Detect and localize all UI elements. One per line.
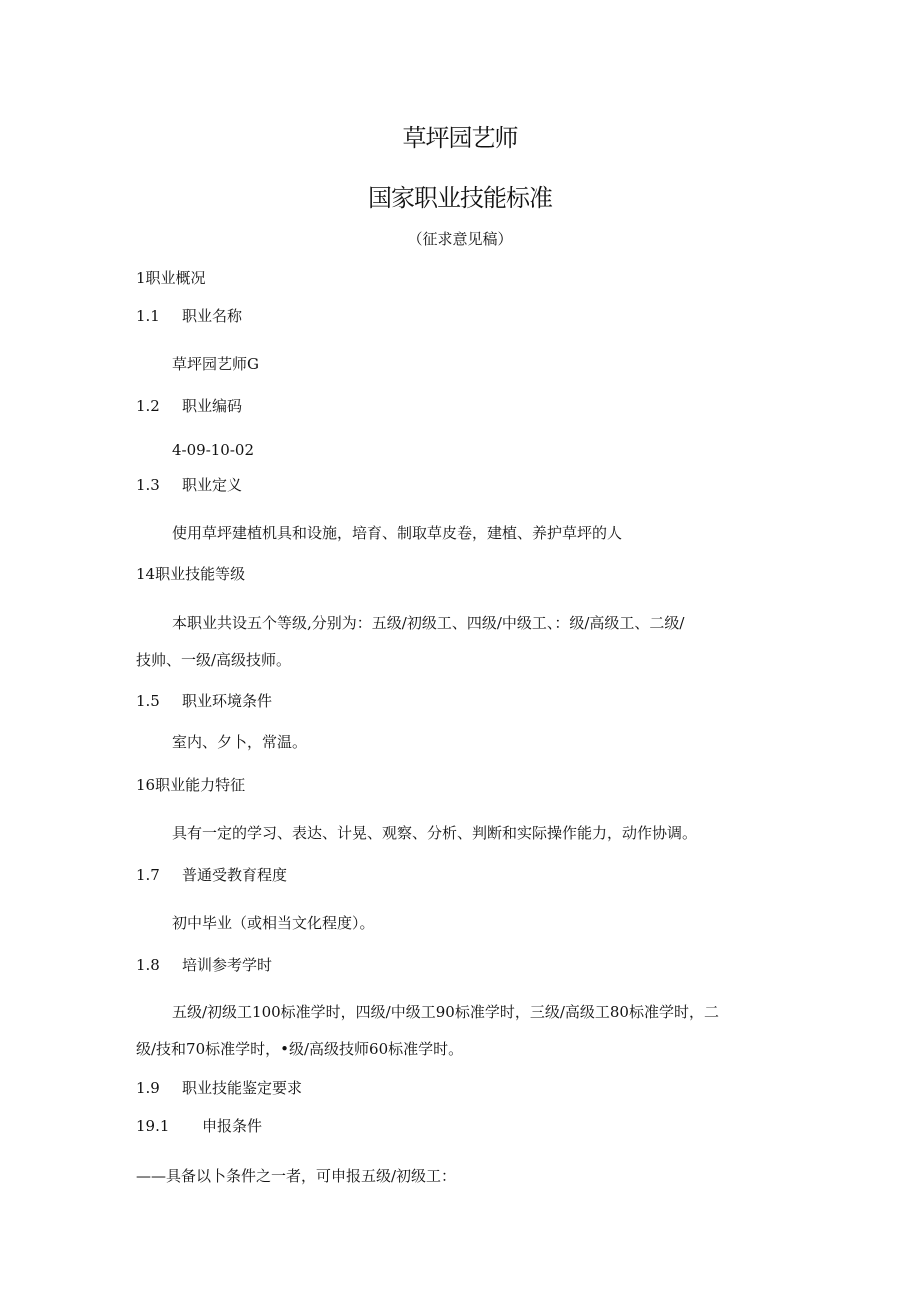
section-1-5-content: 室内、夕卜，常温。 xyxy=(172,733,308,751)
section-number: 1.7 xyxy=(136,866,160,884)
section-label: 职业定义 xyxy=(182,476,243,494)
section-number: 1.8 xyxy=(136,956,160,974)
section-1-9-1-content: ——具备以卜条件之一者，可申报五级/初级工： xyxy=(136,1167,457,1185)
section-1-3-content: 使用草坪建植机具和设施，培育、制取草皮卷，建植、养护草坪的人 xyxy=(172,524,623,542)
section-1-5-heading xyxy=(136,691,272,711)
section-1-3-heading xyxy=(136,475,242,495)
section-1-4-content-line1: 本职业共设五个等级,分别为：五级/初级工、四级/中级工、：级/高级工、二级/ xyxy=(172,614,685,632)
section-1-8-content-line1: 五级/初级工100标准学时，四级/中级工90标准学时，三级/高级工80标准学时，二 xyxy=(172,1003,719,1021)
section-1-6-content: 具有一定的学习、表达、计晃、观察、分析、判断和实际操作能力，动作协调。 xyxy=(172,824,698,842)
section-1-9-1-heading xyxy=(136,1116,262,1136)
section-1-heading: 1职业概况 xyxy=(136,269,206,287)
document-subtitle-standard: 国家职业技能标准 xyxy=(368,184,552,212)
section-label: 职业环境条件 xyxy=(182,692,273,710)
section-1-8-heading xyxy=(136,955,272,975)
section-label: 职业名称 xyxy=(182,307,243,325)
section-number: 1.3 xyxy=(136,476,160,494)
section-label: 普通受教育程度 xyxy=(182,866,288,884)
section-label: 培训参考学时 xyxy=(182,956,273,974)
section-number: 1.9 xyxy=(136,1079,160,1097)
document-title: 草坪园艺师 xyxy=(402,124,518,152)
section-1-2-heading xyxy=(136,396,242,416)
section-label: 职业编码 xyxy=(182,397,243,415)
section-label: 申报条件 xyxy=(202,1117,263,1135)
section-number: 1.5 xyxy=(136,692,160,710)
section-1-1-content: 草坪园艺师G xyxy=(172,355,259,373)
section-1-4-heading: 14职业技能等级 xyxy=(136,565,246,583)
section-label: 职业技能鉴定要求 xyxy=(182,1079,303,1097)
section-1-6-heading: 16职业能力特征 xyxy=(136,776,246,794)
section-number: 1.2 xyxy=(136,397,160,415)
section-number: 19.1 xyxy=(136,1117,170,1135)
section-1-7-heading xyxy=(136,865,287,885)
draft-note: （征求意见稿） xyxy=(407,230,513,248)
section-1-4-content-line2: 技帅、一级/高级技师。 xyxy=(136,651,292,669)
section-1-1-heading xyxy=(136,306,242,326)
section-1-9-heading xyxy=(136,1078,302,1098)
section-1-7-content: 初中毕业（或相当文化程度）。 xyxy=(172,914,375,932)
section-1-8-content-line2: 级/技和70标准学时，•级/高级技师60标准学时。 xyxy=(136,1040,464,1058)
section-1-2-content: 4-09-10-02 xyxy=(172,441,255,459)
section-number: 1.1 xyxy=(136,307,160,325)
